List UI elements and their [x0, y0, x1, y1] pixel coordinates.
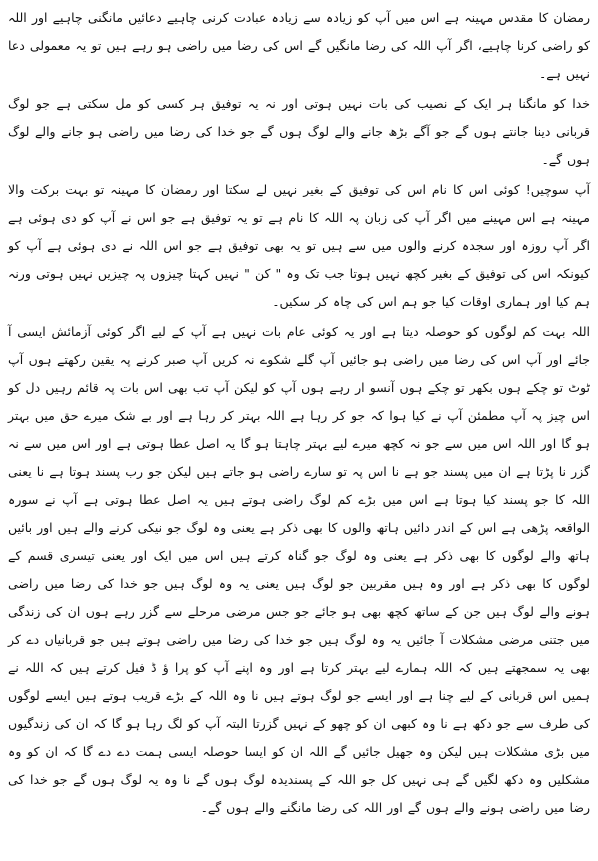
paragraph-2: خدا کو مانگنا ہر ایک کے نصیب کی بات نہیں ہوتی اور نہ یہ توفیق ہر کسی کو مل سکتی ہے جو لوگ قربانی دینا جانتے ہوں گے جو آگے بڑھ جانے والے لوگ ہوں گے جو خدا کی رضا میں راضی ہو جانے والے لوگ ہوں گے۔ — [8, 96, 590, 167]
paragraph-4: اللہ بہت کم لوگوں کو حوصلہ دیتا ہے اور یہ کوئی عام بات نہیں ہے آپ کے لیے اگر کوئی آزمائش ایسی آ جائے اور آپ اس کی رضا میں راضی ہو جائیں آپ گلے شکوے نہ کریں آپ صبر کرنے پہ یقین رکھتے ہوں آپ ٹوٹ تو چکے ہوں بکھر تو چکے ہوں آنسو ار رہے ہوں آپ کو لیکن آپ تب بھی اس بات پہ قائم رہیں دل کو اس چیز پہ آپ مطمئن آپ نے کیا ہوا کہ جو کر رہا ہے اللہ بہتر کر رہا ہے اور بے شک میرے حق میں بہتر ہو گا اور اللہ اس میں سے جو نہ کچھ میرے لیے بہتر چاہتا ہو گا یہ اصل عطا ہوتی ہے اور اس میں سے نہ گزر نا پڑتا ہے ان میں پسند جو ہے نا اس پہ تو سارے راضی ہو جاتے ہیں لیکن جو رب پسند ہوتا ہے نا یعنی اللہ کا جو پسند کیا ہوتا ہے اس میں بڑے کم لوگ راضی ہوتے ہیں یہ اصل عطا ہوتی ہے آپ نے سورہ الواقعہ پڑھی ہے اس کے اندر دائیں ہاتھ والوں کا بھی ذکر ہے یعنی وہ لوگ جو نیکی کرنے والے ہیں اور بائیں ہاتھ والے لوگوں کا بھی ذکر ہے یعنی وہ لوگ جو گناہ کرتے ہیں اس میں ایک اور یعنی تیسری قسم کے لوگوں کا بھی ذکر ہے اور وہ ہیں مقربین جو لوگ ہیں یعنی یہ وہ لوگ ہیں جو خدا کی رضا میں راضی ہونے والے لوگ ہیں جن کے ساتھ کچھ بھی ہو جائے جو جس مرضی مرحلے سے گزر رہے ہوں ان کی زندگی میں جتنی مرضی مشکلات آ جائیں یہ وہ لوگ ہیں جو خدا کی رضا میں راضی ہوتے ہیں جو قربانیاں دے کر بھی یہ سمجھتے ہیں کہ اللہ ہمارے لیے بہتر کرتا ہے اور وہ اپنے آپ کو پرا ؤ ڈ فیل کرتے ہیں کہ اللہ نے ہمیں اس قربانی کے لیے چنا ہے اور ایسے جو لوگ ہوتے ہیں نا وہ اللہ کے بڑے قریب ہوتے ہیں ایسے لوگوں کی طرف سے جو دکھ ہے نا وہ کبھی ان کو چھو کے نہیں گزرتا البتہ آپ کو لگ رہا ہو گا کہ ان کی زندگیوں میں بڑی مشکلات ہیں لیکن وہ جھیل جائیں گے اللہ ان کو ایسا حوصلہ ایسی ہمت دے دے گا کہ ان کو وہ مشکلیں وہ دکھ لگیں گے ہی نہیں کل جو اللہ کے پسندیدہ لوگ ہوں گے نا وہ یہ لوگ ہوں گے جو خدا کی رضا میں راضی ہونے والے ہوں گے اور اللہ کی رضا مانگنے والے ہوں گے۔ — [8, 324, 590, 815]
paragraph-1: رمضان کا مقدس مہینہ ہے اس میں آپ کو زیادہ سے زیادہ عبادت کرنی چاہیے دعائیں مانگنی چاہیے اور اللہ کو راضی کرنا چاہیے، اگر آپ اللہ کی رضا مانگیں گے اس کی رضا میں راضی ہو رہے ہیں تو یہ معمولی دعا نہیں ہے۔ — [8, 10, 590, 81]
paragraph-3: آپ سوچیں! کوئی اس کا نام اس کی توفیق کے بغیر نہیں لے سکتا اور رمضان کا مہینہ تو بہت برکت والا مہینہ ہے اس مہینے میں اگر آپ کی زبان پہ اللہ کا نام ہے تو یہ توفیق ہے جو اس نے آپ کو دی ہوئی ہے اگر آپ روزہ اور سجدہ کرنے والوں میں سے ہیں تو یہ بھی توفیق ہے جو اس اللہ نے دی ہوئی ہے آپ کو کیونکہ اس کی توفیق کے بغیر کچھ نہیں ہوتا جب تک وہ " کن " نہیں کہتا چیزوں پہ چیزیں نہیں ہوتی ورنہ ہم کیا اور ہماری اوقات کیا جو ہم اس کی چاہ کر سکیں۔ — [8, 182, 590, 309]
